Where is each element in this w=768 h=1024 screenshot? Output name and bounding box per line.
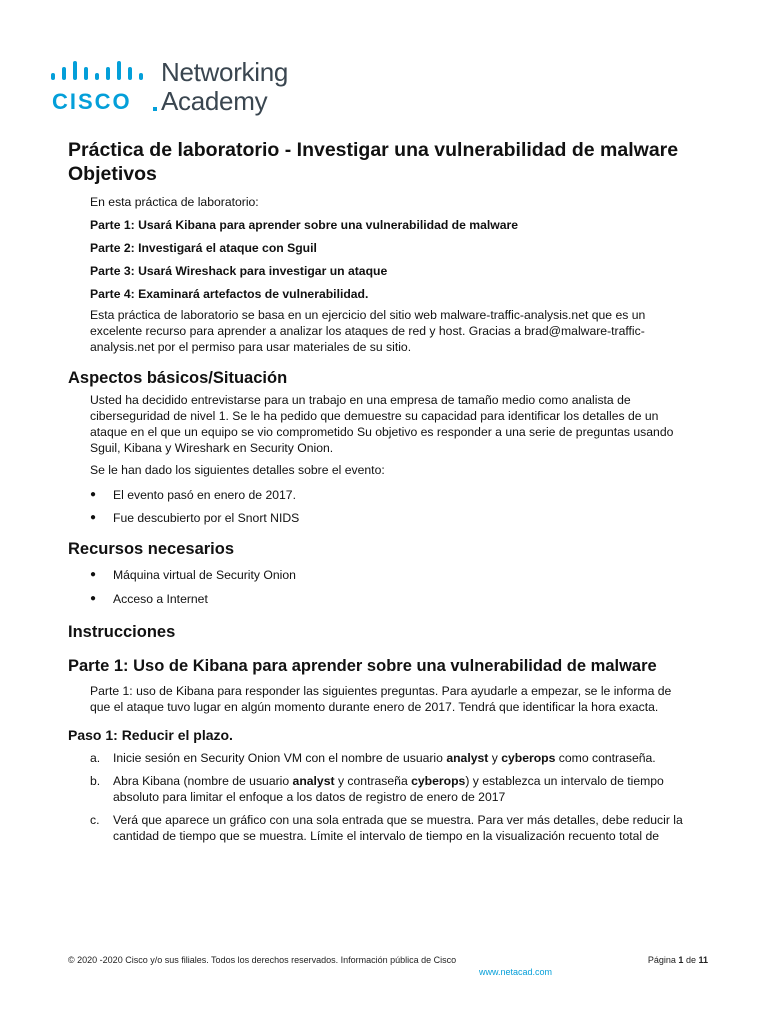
objective-part-4: Parte 4: Examinará artefactos de vulnerabilidad.	[90, 287, 369, 301]
cisco-wordmark: CISCO	[52, 89, 132, 114]
bullet-icon: ●	[90, 512, 97, 523]
bullet-icon: ●	[90, 593, 97, 604]
instructions-heading: Instrucciones	[68, 623, 176, 641]
cisco-dot	[153, 107, 157, 111]
logo-academy-text: Academy	[161, 86, 268, 116]
document-title	[68, 138, 718, 186]
background-heading: Aspectos básicos/Situación	[68, 369, 288, 387]
document-page: CISCO Networking Academy Práctica de laboratorio - Investigar una vulnerabilidad de malware Objetivos En esta práctica de laboratorio: Parte 1: Usará Kibana para aprender sobre una vulnerabilidad de malware Parte 2: Investigará el ataque con Sguil Parte 3: Usará Wireshack para investigar un ataque Parte 4: Examinará artefactos de vulnerabilidad. Esta práctica de laboratorio se basa en un ejercicio del sitio web malware-traffic-analysis.net que es un excelente recurso para aprender a analizar los ataques de red y host. Gracias a brad@malware-traffic-analysis.net por el permiso para usar materiales de su sitio. Aspectos básicos/Situación Usted ha decidido entrevistarse para un trabajo en una empresa de tamaño medio como analista de ciberseguridad de nivel 1. Se le ha pedido que demuestre su capacidad para identificar los detalles de un ataque en el que un equipo se vio comprometido Su objetivo es responder a una serie de preguntas usando Sguil, Kibana y Wireshark en Security Onion. Se le han dado los siguientes detalles sobre el evento: ● El evento pasó en enero de 2017. ● Fue descubierto por el Snort NIDS Recursos necesarios ● Máquina virtual de Security Onion ● Acceso a Internet Instrucciones Parte 1: Uso de Kibana para aprender sobre una vulnerabilidad de malware Parte 1: uso de Kibana para responder las siguientes preguntas. Para ayudarle a empezar, se le informa de que el ataque tuvo lugar en algún momento durante enero de 2017. Tendrá que identificar la hora exacta. Paso 1: Reducir el plazo. a. Inicie sesión en Security Onion VM con el nombre de usuario analyst y cyberops como contraseña. b. Abra Kibana (nombre de usuario analyst y contraseña cyberops) y establezca un intervalo de tiempo absoluto para limitar el enfoque a los datos de registro de enero de 2017 c. Verá que aparece un gráfico con una sola entrada que se muestra. Para ver más detalles, debe reducir la cantidad de tiempo que se muestra. Límite el intervalo de tiempo en la visualización recuento total de © 2020 -2020 Cisco y/o sus filiales. Todos los derechos reservados. Información pública de Cisco Página 1 de 11 www.netacad.com	[0, 0, 768, 1024]
password-bold: cyberops	[411, 774, 466, 788]
part1-paragraph: Parte 1: uso de Kibana para responder las siguientes preguntas. Para ayudarle a empezar, se le informa de que el ataque tuvo lugar en algún momento durante enero de 2017. Tendrá que identificar la hora exacta.	[90, 684, 672, 714]
objectives-note: Esta práctica de laboratorio se basa en un ejercicio del sitio web malware-traffic-analysis.net que es un excelente recurso para aprender a analizar los ataques de red y host. Gracias a brad@malware-traffic-analysis.net por el permiso para usar materiales de su sitio.	[90, 308, 646, 354]
footer-page-number: Página 1 de 11	[647, 955, 708, 965]
cisco-networking-academy-logo	[50, 56, 310, 118]
cisco-bars-icon	[50, 60, 150, 84]
bullet-icon: ●	[90, 489, 97, 500]
username-bold: analyst	[446, 751, 489, 765]
objective-part-2: Parte 2: Investigará el ataque con Sguil	[90, 241, 317, 255]
title-line-1: Práctica de laboratorio - Investigar una vulnerabilidad de malware	[68, 139, 679, 161]
objectives-heading: Objetivos	[68, 163, 157, 185]
footer-url[interactable]: www.netacad.com	[479, 967, 553, 977]
objectives-intro: En esta práctica de laboratorio:	[90, 195, 259, 209]
resources-heading: Recursos necesarios	[68, 540, 235, 558]
objective-part-1: Parte 1: Usará Kibana para aprender sobre una vulnerabilidad de malware	[90, 218, 519, 232]
step1-heading: Paso 1: Reducir el plazo.	[68, 727, 233, 743]
background-paragraph: Usted ha decidido entrevistarse para un trabajo en una empresa de tamaño medio como analista de ciberseguridad de nivel 1. Se le ha pedido que demuestre su capacidad para identificar los detalles de un ataque en el que un equipo se vio comprometido Su objetivo es responder a una serie de preguntas usando Sguil, Kibana y Wireshark en Security Onion.	[90, 393, 674, 455]
event-details-intro: Se le han dado los siguientes detalles sobre el evento:	[90, 463, 385, 477]
bullet-icon: ●	[90, 569, 97, 580]
logo-networking-text: Networking	[161, 57, 289, 87]
footer-copyright: © 2020 -2020 Cisco y/o sus filiales. Todos los derechos reservados. Información pública de Cisco	[68, 955, 457, 965]
username-bold: analyst	[292, 774, 335, 788]
password-bold: cyberops	[501, 751, 556, 765]
part1-heading: Parte 1: Uso de Kibana para aprender sobre una vulnerabilidad de malware	[68, 657, 657, 675]
copyright-symbol: ©	[68, 955, 75, 965]
objective-part-3: Parte 3: Usará Wireshack para investigar un ataque	[90, 264, 388, 278]
